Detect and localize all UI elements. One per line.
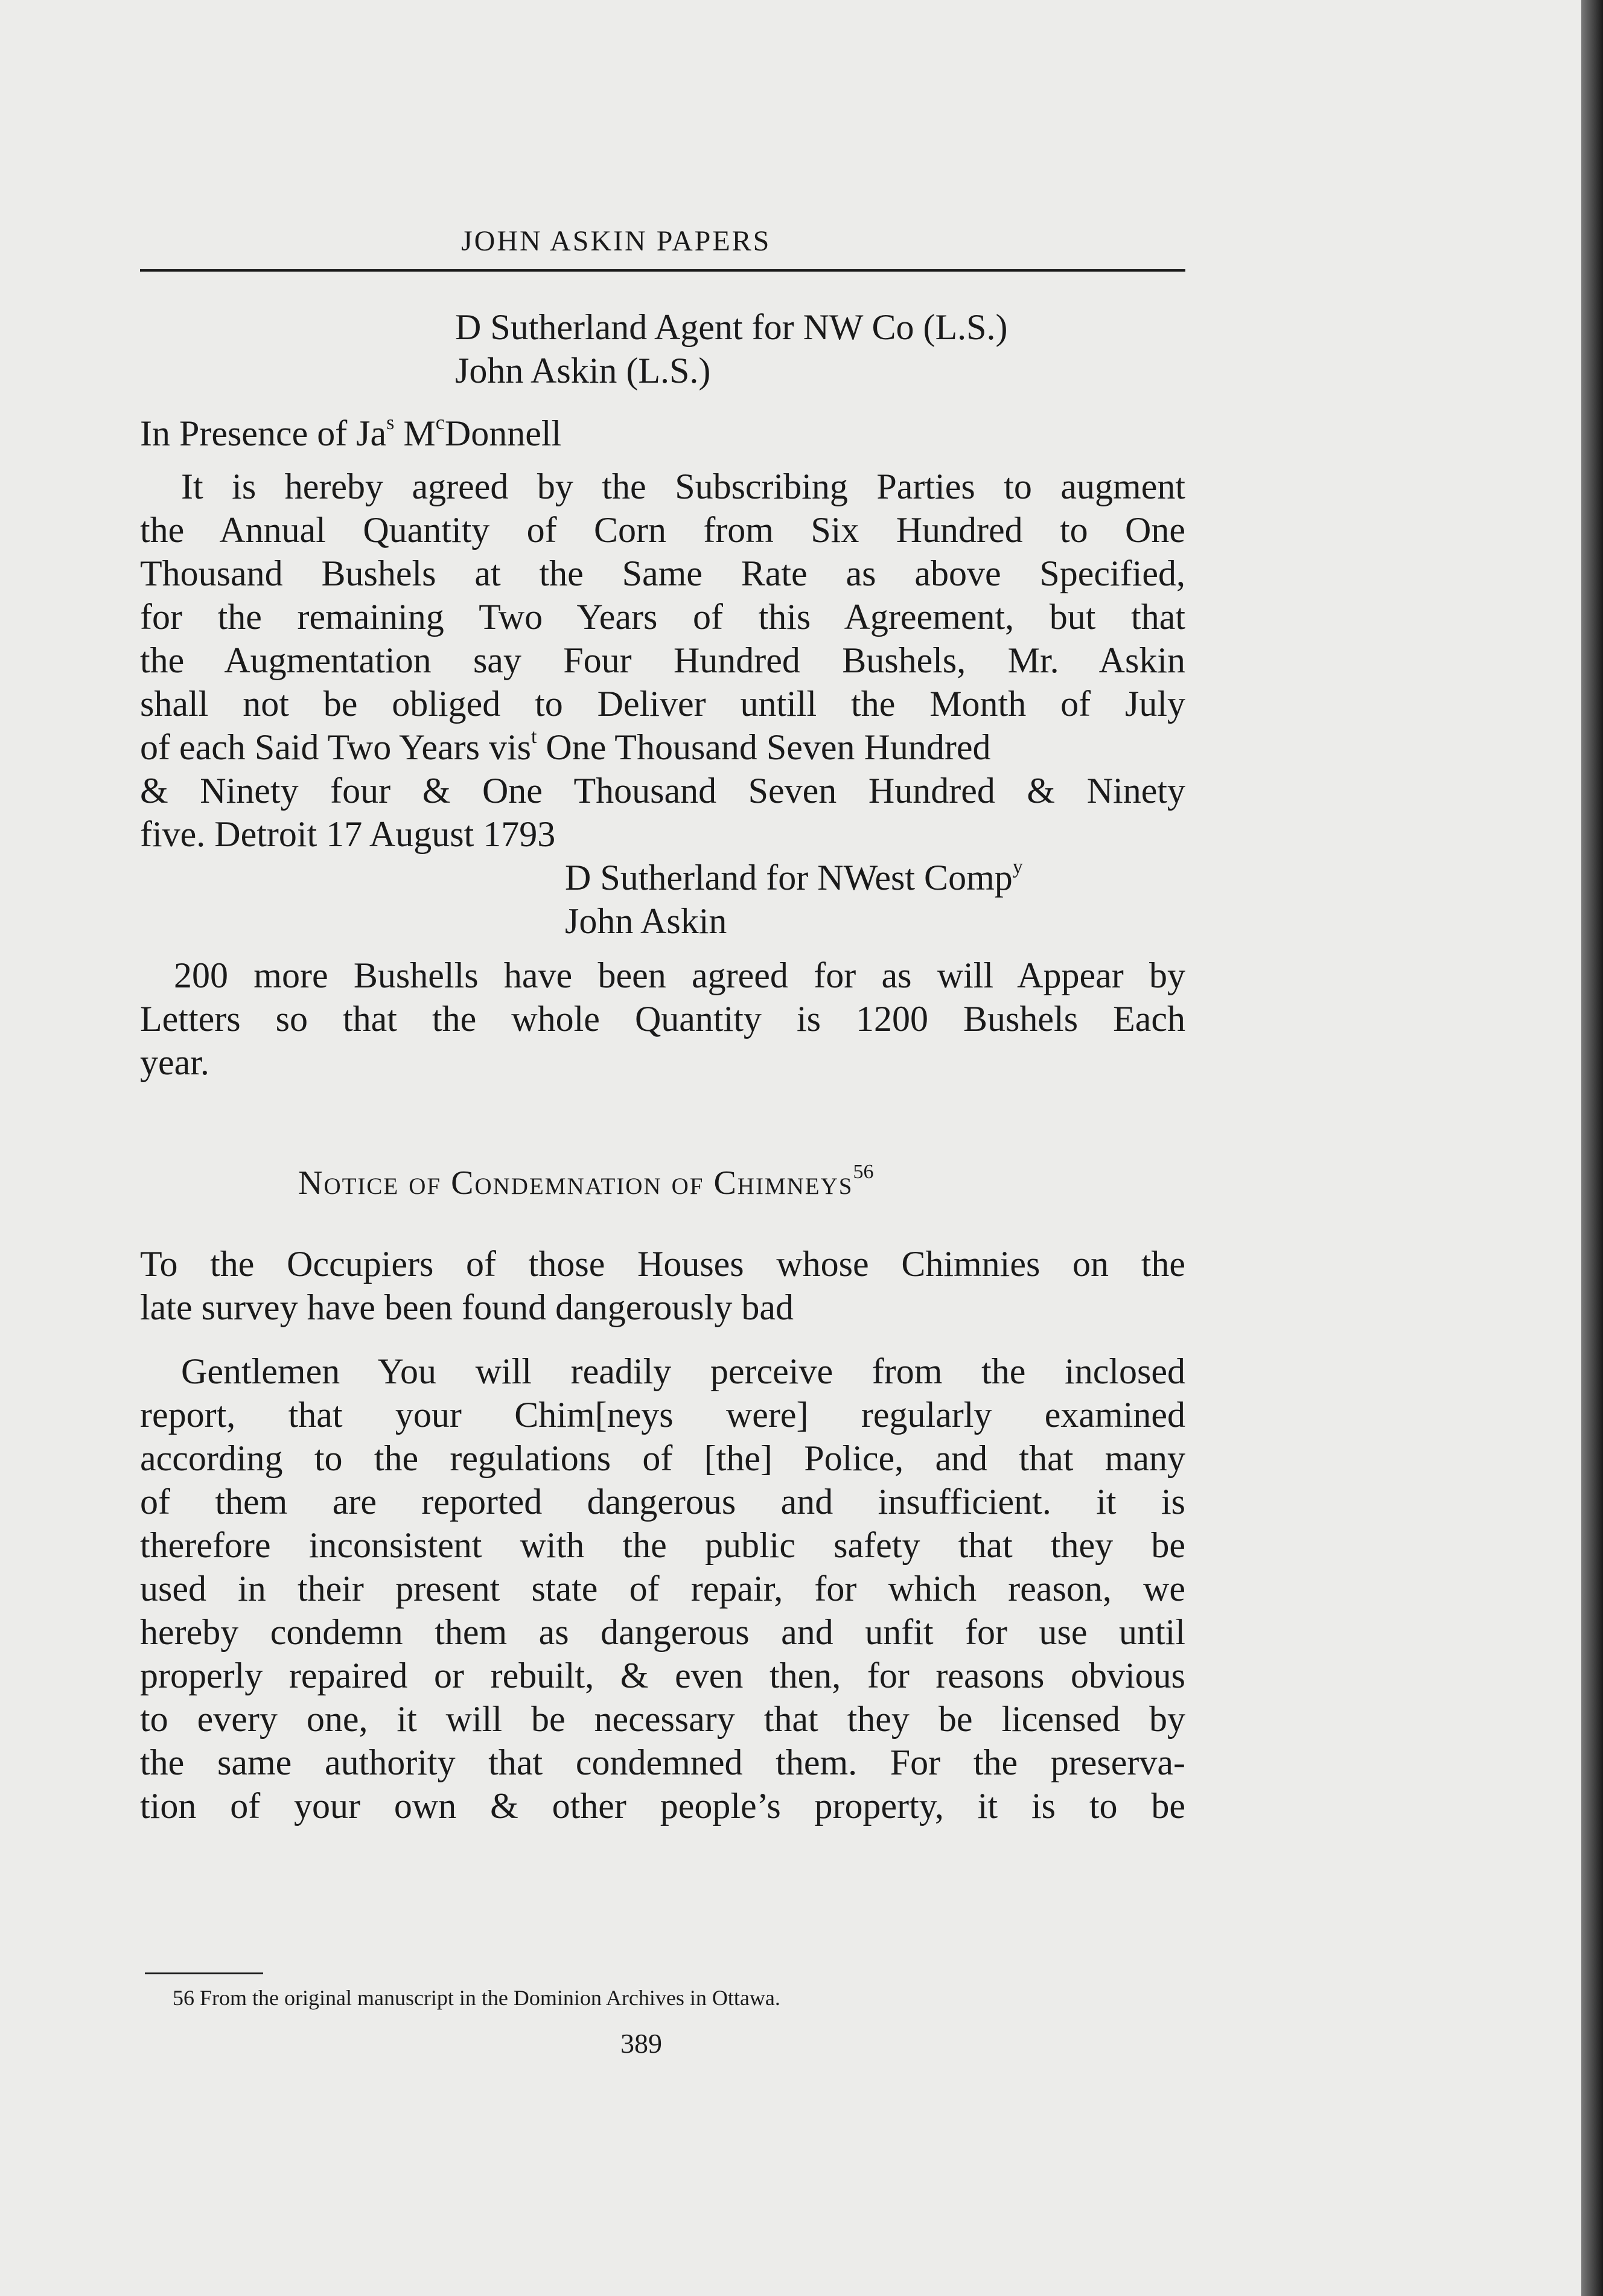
letter-line: to every one, it will be necessary that they be licensed by	[140, 1699, 1185, 1739]
letter-line: Gentlemen You will readily perceive from the inclosed	[181, 1351, 1185, 1391]
witness-sup-c: c	[435, 412, 445, 434]
witness-line	[140, 412, 561, 455]
footnote: 56 From the original manuscript in the Dominion Archives in Ottawa.	[173, 1986, 780, 2010]
letter-line: properly repaired or rebuilt, & even then, for reasons obvious	[140, 1656, 1185, 1695]
letter-line: of them are reported dangerous and insufficient. it is	[140, 1482, 1185, 1522]
agreement-line: It is hereby agreed by the Subscribing Parties to augment	[181, 467, 1185, 506]
letter-line: used in their present state of repair, for which reason, we	[140, 1569, 1185, 1609]
letter-line: therefore inconsistent with the public safety that they be	[140, 1525, 1185, 1565]
agreement-vis-after: One Thousand Seven Hundred	[537, 727, 991, 767]
letter-line: the same authority that condemned them. For the preserva-	[140, 1743, 1185, 1782]
section-note-ref: 56	[853, 1161, 874, 1184]
agreement-line: the Augmentation say Four Hundred Bushels, Mr. Askin	[140, 640, 1185, 680]
addendum-line: 200 more Bushells have been agreed for as will Appear by	[174, 955, 1185, 995]
letter-line: tion of your own & other people’s property, it is to be	[140, 1786, 1185, 1826]
section-title: Notice of Condemnation of Chimneys	[298, 1164, 853, 1202]
witness-sup-s: s	[386, 412, 395, 434]
signature-line-nwest	[565, 856, 1023, 899]
agreement-vis-before: of each Said Two Years vis	[140, 727, 531, 767]
footnote-rule	[145, 1972, 263, 1974]
signature-line-askin: John Askin (L.S.)	[455, 351, 711, 391]
agreement-line: & Ninety four & One Thousand Seven Hundred & Ninety	[140, 771, 1185, 811]
page-number: 389	[620, 2028, 662, 2059]
agreement-line: shall not be obliged to Deliver untill the Month of July	[140, 684, 1185, 724]
witness-suffix: Donnell	[444, 413, 562, 453]
header-rule	[140, 269, 1185, 272]
signature-line-sutherland: D Sutherland Agent for NW Co (L.S.)	[455, 307, 1008, 347]
agreement-line: for the remaining Two Years of this Agreement, but that	[140, 597, 1185, 637]
witness-prefix: In Presence of Ja	[140, 413, 387, 453]
nwest-before: D Sutherland for NWest Comp	[565, 858, 1013, 898]
letter-line: hereby condemn them as dangerous and unfit for use until	[140, 1612, 1185, 1652]
witness-middle: M	[394, 413, 436, 453]
agreement-date-line: five. Detroit 17 August 1793	[140, 814, 556, 854]
agreement-line: Thousand Bushels at the Same Rate as above Specified,	[140, 553, 1185, 593]
address-line: To the Occupiers of those Houses whose Chimnies on the	[140, 1244, 1185, 1284]
signature-line-askin-2: John Askin	[565, 901, 727, 941]
agreement-line: the Annual Quantity of Corn from Six Hundred to One	[140, 510, 1185, 550]
letter-line: according to the regulations of [the] Police, and that many	[140, 1438, 1185, 1478]
agreement-vis-sup: t	[531, 725, 537, 748]
section-heading	[298, 1161, 873, 1205]
agreement-line	[140, 725, 1185, 769]
address-line: late survey have been found dangerously bad	[140, 1287, 794, 1327]
addendum-line: Letters so that the whole Quantity is 1200 Bushels Each	[140, 999, 1185, 1039]
running-head: JOHN ASKIN PAPERS	[461, 225, 771, 257]
nwest-sup: y	[1012, 856, 1023, 878]
addendum-line: year.	[140, 1042, 209, 1082]
page-edge-shadow	[1581, 0, 1603, 2296]
letter-line: report, that your Chim[neys were] regularly examined	[140, 1395, 1185, 1435]
